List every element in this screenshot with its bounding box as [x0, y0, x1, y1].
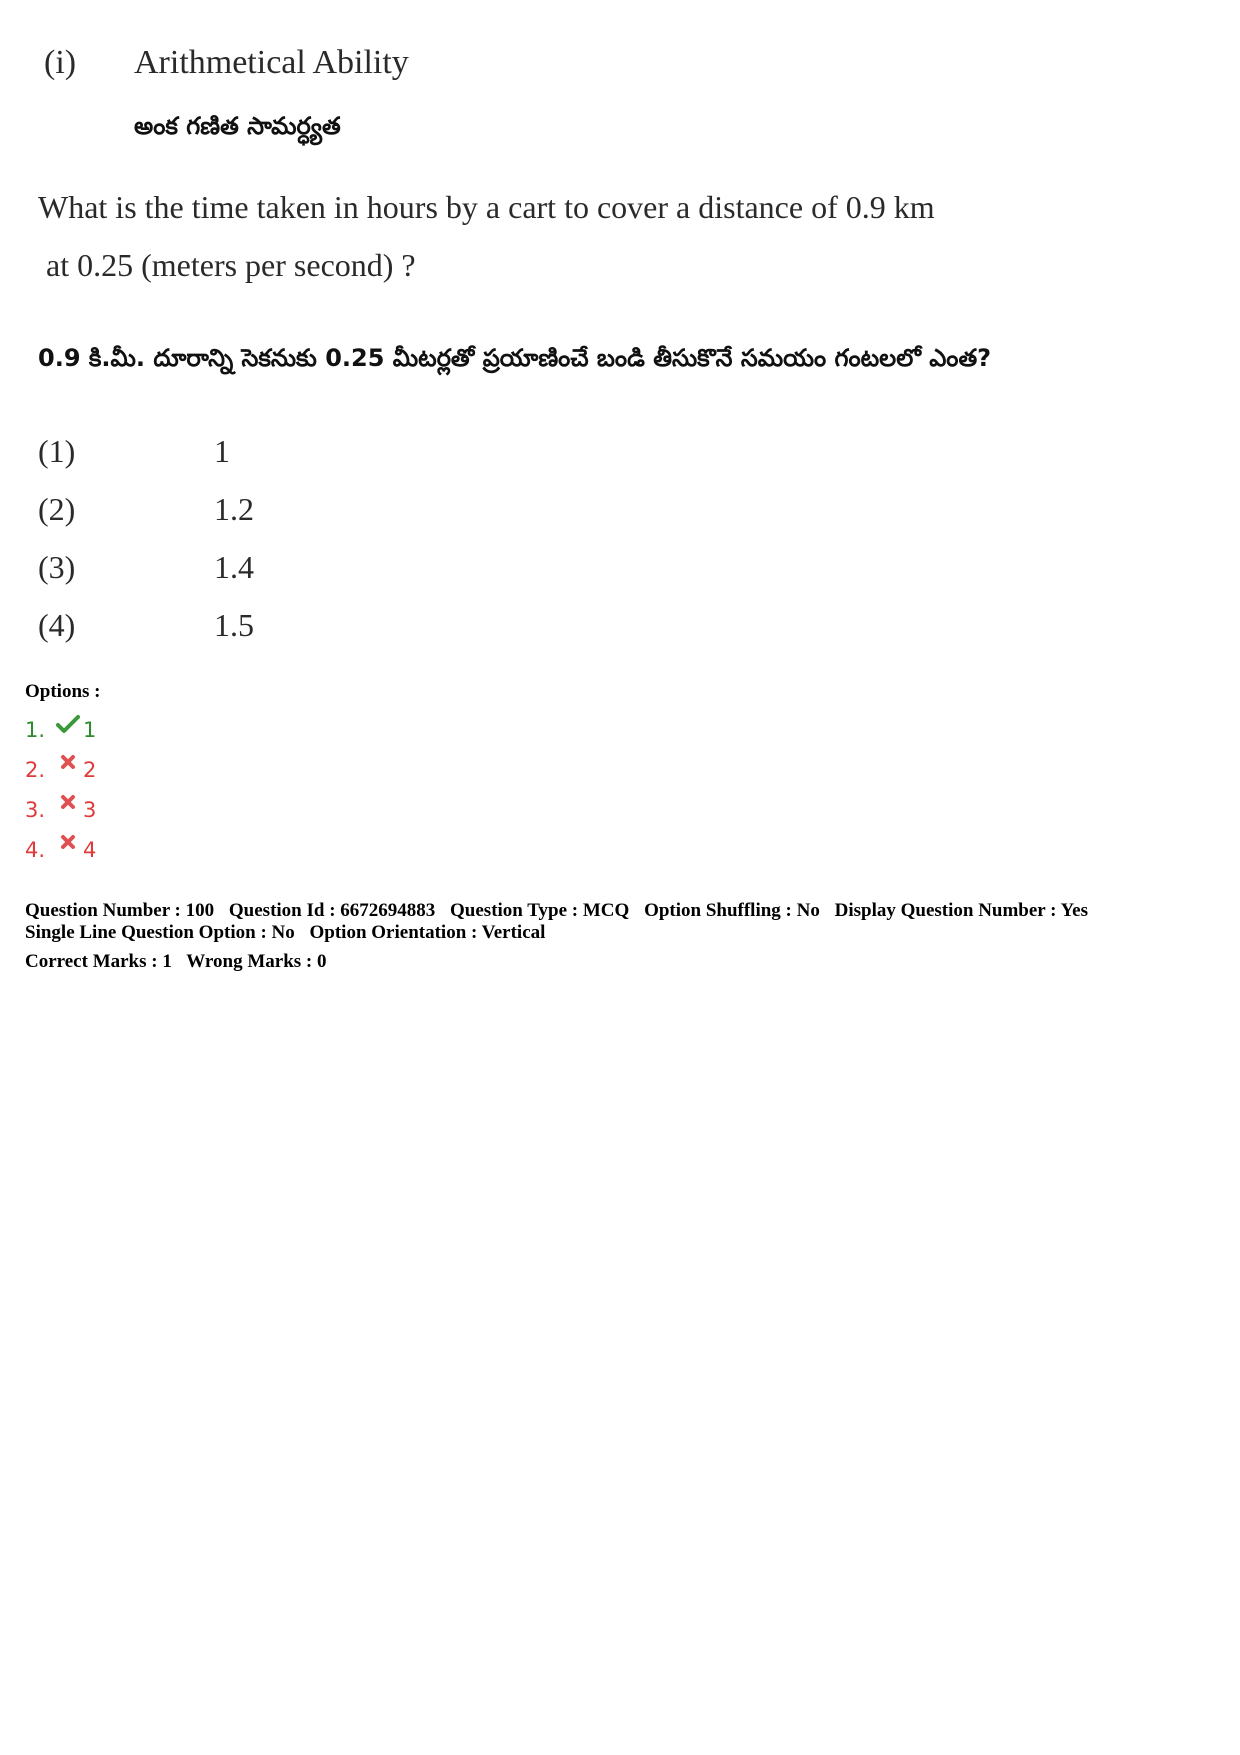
options-label: Options : [25, 681, 101, 702]
cross-icon [53, 794, 83, 818]
option-number: 4. [25, 838, 46, 862]
choice-value: 1 [214, 432, 230, 469]
choice-number: (3) [38, 548, 76, 585]
section-title: Arithmetical Ability [134, 44, 409, 81]
choice-item [38, 422, 254, 480]
question-english [38, 178, 1038, 294]
choice-value: 1.5 [214, 606, 254, 643]
option-item-wrong [25, 830, 96, 870]
answer-choices [38, 422, 254, 654]
option-item-wrong [25, 790, 96, 830]
metadata-row [25, 900, 1215, 922]
correct-marks: Correct Marks : 1 [25, 951, 172, 972]
option-item-correct [25, 710, 96, 750]
question-type: Question Type : MCQ [450, 900, 630, 921]
option-shuffling: Option Shuffling : No [644, 900, 820, 921]
display-question-number: Display Question Number : Yes [834, 900, 1088, 921]
choice-item [38, 596, 254, 654]
option-number: 3. [25, 798, 46, 822]
option-number: 1. [25, 718, 46, 742]
option-value: 1 [83, 718, 97, 742]
choice-item [38, 480, 254, 538]
metadata-row [25, 922, 1215, 944]
single-line-option: Single Line Question Option : No [25, 922, 295, 943]
choice-number: (2) [38, 490, 76, 527]
option-orientation: Option Orientation : Vertical [309, 922, 546, 943]
section-subtitle-telugu: అంక గణిత సామర్ధ్యత [134, 112, 341, 140]
cross-icon [53, 754, 83, 778]
question-number: Question Number : 100 [25, 900, 215, 921]
option-number: 2. [25, 758, 46, 782]
question-id: Question Id : 6672694883 [228, 900, 436, 921]
option-value: 4 [83, 838, 97, 862]
choice-value: 1.4 [214, 548, 254, 585]
option-value: 2 [83, 758, 97, 782]
wrong-marks: Wrong Marks : 0 [186, 951, 327, 972]
check-icon [53, 714, 83, 738]
question-telugu: 0.9 కి.మీ. దూరాన్ని సెకనుకు 0.25 మీటర్లతో ప్రయాణించే బండి తీసుకొనే సమయం గంటలలో ఎంత? [38, 344, 992, 372]
question-metadata [25, 900, 1215, 973]
section-number: (i) [44, 44, 77, 81]
choice-value: 1.2 [214, 490, 254, 527]
choice-number: (4) [38, 606, 76, 643]
option-item-wrong [25, 750, 96, 790]
question-line-2: at 0.25 (meters per second) ? [46, 247, 416, 283]
option-value: 3 [83, 798, 97, 822]
options-list [25, 710, 96, 870]
choice-item [38, 538, 254, 596]
section-heading [44, 44, 409, 82]
metadata-row [25, 951, 1215, 973]
cross-icon [53, 834, 83, 858]
choice-number: (1) [38, 432, 76, 469]
question-line-1: What is the time taken in hours by a cart to cover a distance of 0.9 km [38, 189, 935, 225]
